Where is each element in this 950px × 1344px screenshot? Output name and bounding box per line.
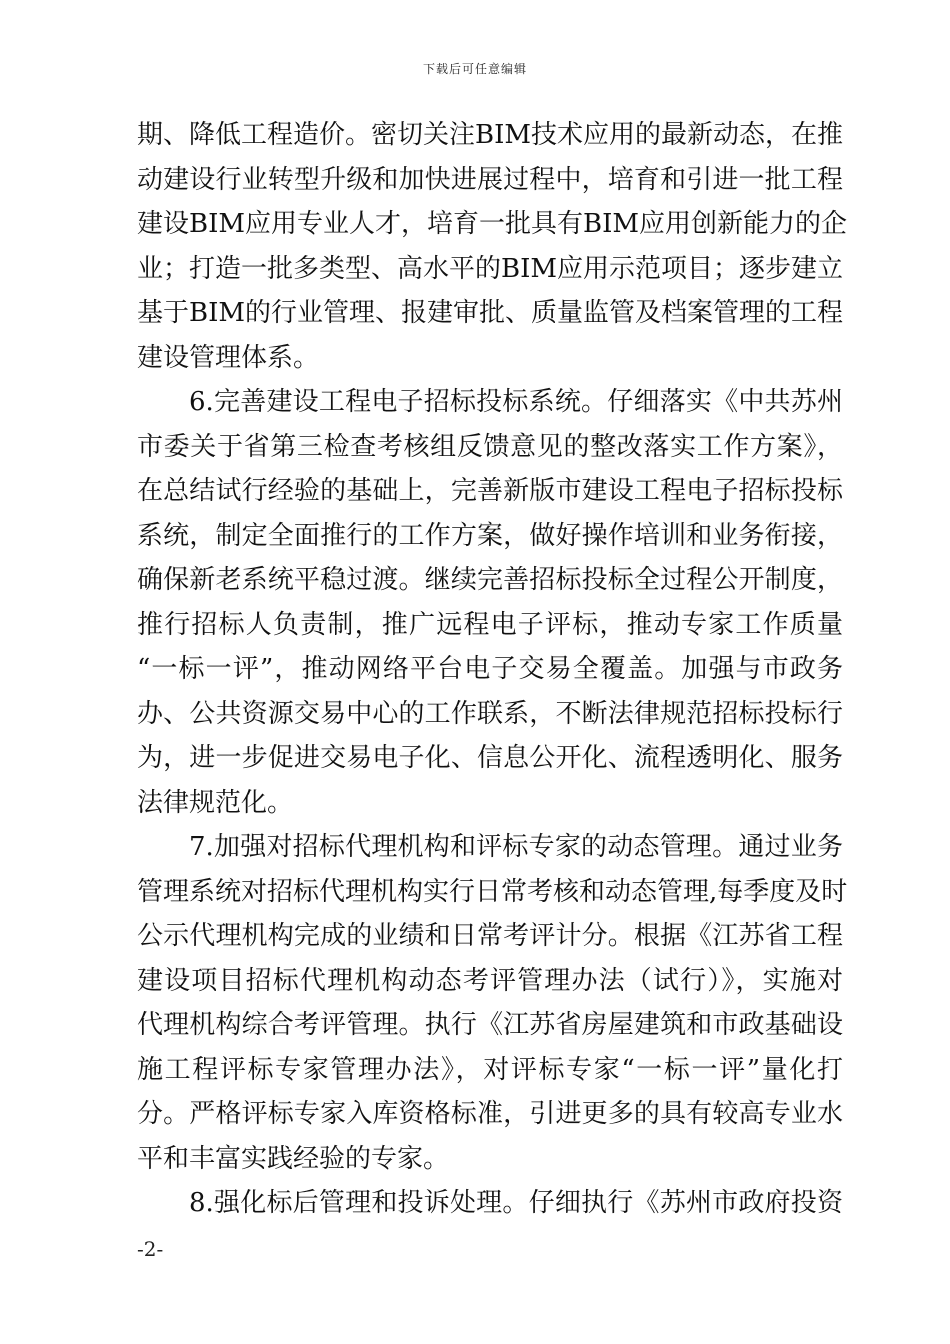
text-line: 办、公共资源交易中心的工作联系，不断法律规范招标投标行: [137, 698, 843, 729]
text-line: 法律规范化。: [137, 787, 294, 818]
text-line: 建设项目招标代理机构动态考评管理办法（试行）》，实施对: [137, 965, 843, 996]
text-line: 分。严格评标专家入库资格标准，引进更多的具有较高专业水: [137, 1099, 843, 1129]
page-header-note: 下载后可任意编辑: [422, 62, 527, 76]
paragraph-start-line: 8.强化标后管理和投诉处理。仔细执行《苏州市政府投资: [189, 1188, 843, 1218]
text-line: 管理系统对招标代理机构实行日常考核和动态管理,每季度及时: [137, 876, 848, 907]
paragraph-start-line: 7.加强对招标代理机构和评标专家的动态管理。通过业务: [189, 832, 843, 862]
text-line: 期、降低工程造价。密切关注BIM技术应用的最新动态，在推: [137, 120, 843, 150]
document-body: [137, 113, 848, 1226]
text-line: 施工程评标专家管理办法》，对评标专家“一标一评”量化打: [137, 1054, 843, 1085]
paragraph-start-line: 6.完善建设工程电子招标投标系统。仔细落实《中共苏州: [189, 387, 843, 417]
text-line: 代理机构综合考评管理。执行《江苏省房屋建筑和市政基础设: [137, 1010, 843, 1040]
page-number: -2-: [137, 1237, 164, 1261]
text-line: “一标一评”，推动网络平台电子交易全覆盖。加强与市政务: [137, 654, 843, 684]
text-line: 建设BIM应用专业人才，培育一批具有BIM应用创新能力的企: [137, 209, 847, 239]
text-line: 推行招标人负责制，推广远程电子评标，推动专家工作质量: [137, 609, 843, 640]
text-line: 市委关于省第三检查考核组反馈意见的整改落实工作方案》，: [137, 431, 843, 462]
text-line: 为，进一步促进交易电子化、信息公开化、流程透明化、服务: [137, 743, 843, 773]
text-line: 在总结试行经验的基础上，完善新版市建设工程电子招标投标: [137, 476, 843, 506]
text-line: 动建设行业转型升级和加快进展过程中，培育和引进一批工程: [137, 164, 843, 195]
text-line: 业；打造一批多类型、高水平的BIM应用示范项目；逐步建立: [137, 253, 843, 284]
text-line: 基于BIM的行业管理、报建审批、质量监管及档案管理的工程: [137, 298, 843, 328]
text-line: 建设管理体系。: [137, 342, 320, 373]
text-line: 公示代理机构完成的业绩和日常考评计分。根据《江苏省工程: [137, 921, 843, 951]
text-line: 系统，制定全面推行的工作方案，做好操作培训和业务衔接，: [137, 520, 843, 551]
text-line: 平和丰富实践经验的专家。: [137, 1143, 450, 1174]
text-line: 确保新老系统平稳过渡。继续完善招标投标全过程公开制度，: [137, 565, 843, 595]
